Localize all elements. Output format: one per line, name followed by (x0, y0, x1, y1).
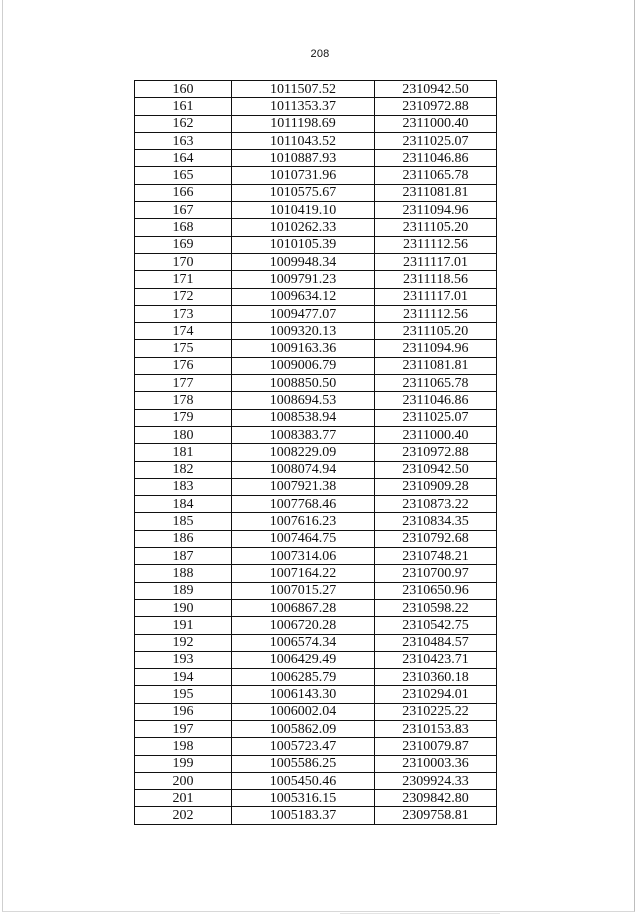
y-coordinate-cell: 2311065.78 (375, 167, 497, 184)
point-number-cell: 201 (135, 790, 232, 807)
point-number-cell: 180 (135, 426, 232, 443)
scan-edge-mark (340, 913, 500, 914)
y-coordinate-cell: 2310650.96 (375, 582, 497, 599)
table-row (135, 288, 497, 305)
point-number-cell: 178 (135, 392, 232, 409)
y-coordinate-cell: 2310972.88 (375, 444, 497, 461)
x-coordinate-cell: 1007464.75 (232, 530, 375, 547)
table-row (135, 686, 497, 703)
x-coordinate-cell: 1010262.33 (232, 219, 375, 236)
x-coordinate-cell: 1006867.28 (232, 599, 375, 616)
point-number-cell: 200 (135, 772, 232, 789)
x-coordinate-cell: 1009006.79 (232, 357, 375, 374)
table-row (135, 703, 497, 720)
table-row (135, 651, 497, 668)
y-coordinate-cell: 2310079.87 (375, 738, 497, 755)
y-coordinate-cell: 2310598.22 (375, 599, 497, 616)
y-coordinate-cell: 2310294.01 (375, 686, 497, 703)
point-number-cell: 160 (135, 81, 232, 98)
x-coordinate-cell: 1009477.07 (232, 305, 375, 322)
point-number-cell: 174 (135, 323, 232, 340)
y-coordinate-cell: 2311112.56 (375, 305, 497, 322)
x-coordinate-cell: 1006574.34 (232, 634, 375, 651)
table-row (135, 219, 497, 236)
table-row (135, 444, 497, 461)
table-row (135, 634, 497, 651)
x-coordinate-cell: 1006002.04 (232, 703, 375, 720)
table-row (135, 115, 497, 132)
table-row (135, 530, 497, 547)
x-coordinate-cell: 1006720.28 (232, 617, 375, 634)
y-coordinate-cell: 2310909.28 (375, 478, 497, 495)
point-number-cell: 170 (135, 253, 232, 270)
table-row (135, 357, 497, 374)
coordinates-table-body (135, 81, 497, 825)
point-number-cell: 165 (135, 167, 232, 184)
point-number-cell: 190 (135, 599, 232, 616)
table-row (135, 496, 497, 513)
point-number-cell: 195 (135, 686, 232, 703)
y-coordinate-cell: 2310423.71 (375, 651, 497, 668)
table-row (135, 807, 497, 824)
point-number-cell: 189 (135, 582, 232, 599)
table-row (135, 478, 497, 495)
y-coordinate-cell: 2310834.35 (375, 513, 497, 530)
point-number-cell: 188 (135, 565, 232, 582)
y-coordinate-cell: 2311094.96 (375, 202, 497, 219)
point-number-cell: 183 (135, 478, 232, 495)
page-number: 208 (310, 48, 330, 60)
x-coordinate-cell: 1005586.25 (232, 755, 375, 772)
x-coordinate-cell: 1008694.53 (232, 392, 375, 409)
table-row (135, 426, 497, 443)
point-number-cell: 161 (135, 98, 232, 115)
x-coordinate-cell: 1011353.37 (232, 98, 375, 115)
table-row (135, 582, 497, 599)
table-row (135, 150, 497, 167)
point-number-cell: 177 (135, 375, 232, 392)
table-row (135, 720, 497, 737)
x-coordinate-cell: 1005862.09 (232, 720, 375, 737)
point-number-cell: 191 (135, 617, 232, 634)
x-coordinate-cell: 1006285.79 (232, 669, 375, 686)
x-coordinate-cell: 1011043.52 (232, 132, 375, 149)
y-coordinate-cell: 2309842.80 (375, 790, 497, 807)
point-number-cell: 163 (135, 132, 232, 149)
y-coordinate-cell: 2311046.86 (375, 150, 497, 167)
table-row (135, 340, 497, 357)
point-number-cell: 162 (135, 115, 232, 132)
x-coordinate-cell: 1007314.06 (232, 548, 375, 565)
y-coordinate-cell: 2310972.88 (375, 98, 497, 115)
y-coordinate-cell: 2311000.40 (375, 115, 497, 132)
x-coordinate-cell: 1008850.50 (232, 375, 375, 392)
y-coordinate-cell: 2311105.20 (375, 323, 497, 340)
y-coordinate-cell: 2310792.68 (375, 530, 497, 547)
table-row (135, 253, 497, 270)
x-coordinate-cell: 1010575.67 (232, 184, 375, 201)
point-number-cell: 166 (135, 184, 232, 201)
point-number-cell: 198 (135, 738, 232, 755)
table-row (135, 772, 497, 789)
y-coordinate-cell: 2310360.18 (375, 669, 497, 686)
table-row (135, 409, 497, 426)
x-coordinate-cell: 1005316.15 (232, 790, 375, 807)
y-coordinate-cell: 2311117.01 (375, 253, 497, 270)
point-number-cell: 182 (135, 461, 232, 478)
y-coordinate-cell: 2310225.22 (375, 703, 497, 720)
y-coordinate-cell: 2311025.07 (375, 132, 497, 149)
x-coordinate-cell: 1007164.22 (232, 565, 375, 582)
point-number-cell: 169 (135, 236, 232, 253)
point-number-cell: 167 (135, 202, 232, 219)
y-coordinate-cell: 2310942.50 (375, 461, 497, 478)
point-number-cell: 164 (135, 150, 232, 167)
x-coordinate-cell: 1011507.52 (232, 81, 375, 98)
point-number-cell: 181 (135, 444, 232, 461)
y-coordinate-cell: 2311025.07 (375, 409, 497, 426)
point-number-cell: 186 (135, 530, 232, 547)
table-row (135, 790, 497, 807)
x-coordinate-cell: 1009320.13 (232, 323, 375, 340)
x-coordinate-cell: 1008538.94 (232, 409, 375, 426)
y-coordinate-cell: 2309924.33 (375, 772, 497, 789)
table-row (135, 755, 497, 772)
y-coordinate-cell: 2311117.01 (375, 288, 497, 305)
table-row (135, 81, 497, 98)
point-number-cell: 202 (135, 807, 232, 824)
point-number-cell: 172 (135, 288, 232, 305)
y-coordinate-cell: 2311094.96 (375, 340, 497, 357)
x-coordinate-cell: 1005450.46 (232, 772, 375, 789)
y-coordinate-cell: 2310748.21 (375, 548, 497, 565)
x-coordinate-cell: 1006143.30 (232, 686, 375, 703)
table-row (135, 167, 497, 184)
point-number-cell: 193 (135, 651, 232, 668)
x-coordinate-cell: 1007616.23 (232, 513, 375, 530)
y-coordinate-cell: 2311065.78 (375, 375, 497, 392)
point-number-cell: 175 (135, 340, 232, 357)
table-row (135, 617, 497, 634)
table-row (135, 669, 497, 686)
y-coordinate-cell: 2311081.81 (375, 357, 497, 374)
table-row (135, 271, 497, 288)
point-number-cell: 173 (135, 305, 232, 322)
coordinates-table (134, 80, 497, 825)
x-coordinate-cell: 1007921.38 (232, 478, 375, 495)
y-coordinate-cell: 2311081.81 (375, 184, 497, 201)
table-row (135, 202, 497, 219)
point-number-cell: 171 (135, 271, 232, 288)
point-number-cell: 197 (135, 720, 232, 737)
table-row (135, 132, 497, 149)
y-coordinate-cell: 2311112.56 (375, 236, 497, 253)
x-coordinate-cell: 1010105.39 (232, 236, 375, 253)
y-coordinate-cell: 2310700.97 (375, 565, 497, 582)
point-number-cell: 192 (135, 634, 232, 651)
x-coordinate-cell: 1005183.37 (232, 807, 375, 824)
x-coordinate-cell: 1009791.23 (232, 271, 375, 288)
x-coordinate-cell: 1008074.94 (232, 461, 375, 478)
y-coordinate-cell: 2310153.83 (375, 720, 497, 737)
table-row (135, 548, 497, 565)
table-row (135, 323, 497, 340)
y-coordinate-cell: 2310484.57 (375, 634, 497, 651)
table-row (135, 98, 497, 115)
x-coordinate-cell: 1005723.47 (232, 738, 375, 755)
table-row (135, 375, 497, 392)
y-coordinate-cell: 2310542.75 (375, 617, 497, 634)
y-coordinate-cell: 2311046.86 (375, 392, 497, 409)
table-row (135, 184, 497, 201)
y-coordinate-cell: 2311105.20 (375, 219, 497, 236)
table-row (135, 738, 497, 755)
x-coordinate-cell: 1010419.10 (232, 202, 375, 219)
x-coordinate-cell: 1008383.77 (232, 426, 375, 443)
x-coordinate-cell: 1011198.69 (232, 115, 375, 132)
x-coordinate-cell: 1010731.96 (232, 167, 375, 184)
x-coordinate-cell: 1010887.93 (232, 150, 375, 167)
x-coordinate-cell: 1009634.12 (232, 288, 375, 305)
table-row (135, 565, 497, 582)
y-coordinate-cell: 2310873.22 (375, 496, 497, 513)
x-coordinate-cell: 1008229.09 (232, 444, 375, 461)
point-number-cell: 194 (135, 669, 232, 686)
x-coordinate-cell: 1009163.36 (232, 340, 375, 357)
table-row (135, 392, 497, 409)
point-number-cell: 185 (135, 513, 232, 530)
point-number-cell: 168 (135, 219, 232, 236)
table-row (135, 236, 497, 253)
table-row (135, 599, 497, 616)
x-coordinate-cell: 1007015.27 (232, 582, 375, 599)
y-coordinate-cell: 2311118.56 (375, 271, 497, 288)
point-number-cell: 199 (135, 755, 232, 772)
y-coordinate-cell: 2310003.36 (375, 755, 497, 772)
y-coordinate-cell: 2309758.81 (375, 807, 497, 824)
point-number-cell: 176 (135, 357, 232, 374)
point-number-cell: 196 (135, 703, 232, 720)
table-row (135, 305, 497, 322)
x-coordinate-cell: 1009948.34 (232, 253, 375, 270)
y-coordinate-cell: 2310942.50 (375, 81, 497, 98)
y-coordinate-cell: 2311000.40 (375, 426, 497, 443)
table-row (135, 461, 497, 478)
point-number-cell: 179 (135, 409, 232, 426)
table-row (135, 513, 497, 530)
x-coordinate-cell: 1006429.49 (232, 651, 375, 668)
point-number-cell: 184 (135, 496, 232, 513)
point-number-cell: 187 (135, 548, 232, 565)
x-coordinate-cell: 1007768.46 (232, 496, 375, 513)
